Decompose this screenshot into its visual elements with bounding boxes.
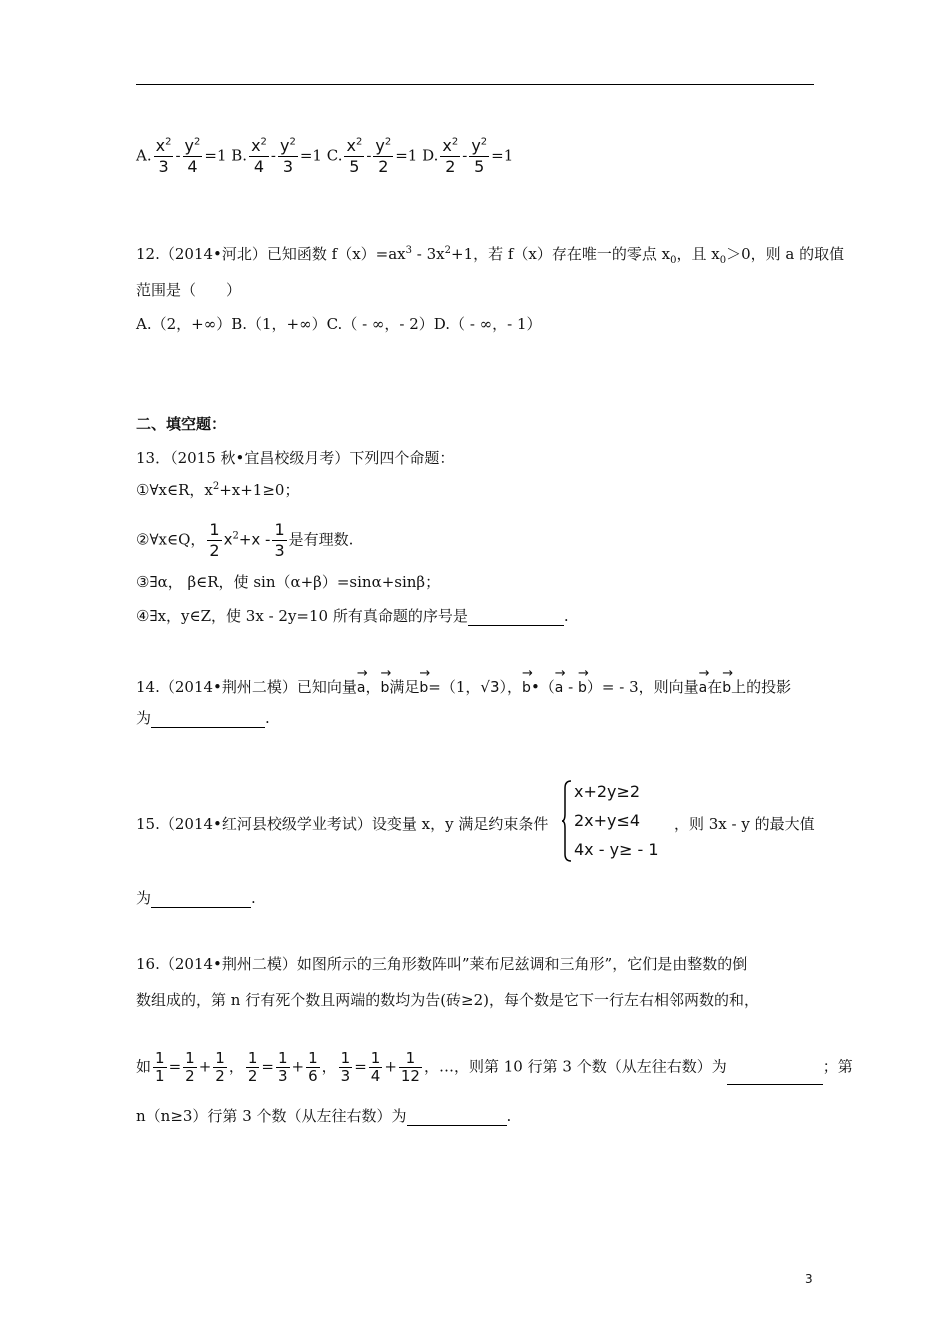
frac: $\frac{x^2}{5}$ [346,136,363,176]
answer-blank[interactable] [407,1109,507,1126]
frac: $\frac{x^2}{2}$ [442,136,459,176]
q13-stem: 13．（2015 秋•宜昌校级月考）下列四个命题： [136,449,455,467]
frac: $\frac{x^2}{4}$ [251,136,267,176]
vector-b: → b [722,672,731,698]
vector-a: → a [699,672,708,698]
frac: $\frac{y^2}{3}$ [280,136,296,176]
q12-stem: 12.（2014•河北）已知函数 $f(x)=ax^3 - 3x^2+1$，若 f（x）存在唯一的零点 $x_0$，且 $x_0>0$，则 a 的取值 [136,245,845,266]
vector-b: → b [381,672,390,698]
q14-line2: 为 . [136,709,270,727]
q16-line4: n（n≥3）行第 3 个数（从左往右数）为 . [136,1107,512,1125]
q12-options: A.（2，+∞）B.（1，+∞）C.（ - ∞，- 2）D.（ - ∞，- 1） [136,315,542,333]
q13-statement-1: ①∀x∈R，$x^2+x+1\ge 0$； [136,481,300,499]
equals: =1 [299,146,322,165]
frac: $\frac{y^2}{4}$ [184,136,201,176]
vector-a: → a [357,672,366,698]
header-rule [136,84,814,85]
q13-statement-3: ③∃α， β∈R，使 sin（α+β）=sinα+sinβ； [136,573,441,591]
q14-stem: 14.（2014•荆州二模）已知向量→ a，→ b满足→ b=（1，√3），→ b•（→ a - → b）= - 3，则向量→ a在→ b上的投影 [136,672,791,698]
vector-b: → b [522,672,531,698]
q11-options [136,136,513,177]
frac: $\frac{y^2}{5}$ [471,136,488,176]
frac: $\frac{y^2}{2}$ [375,136,392,176]
left-brace-icon [562,780,572,862]
minus: - [366,146,372,165]
q12-stem-line2: 范围是（ ） [136,281,242,299]
q15-stem: 15.（2014•红河县校级学业考试）设变量 x，y 满足约束条件 [136,815,549,833]
equals: =1 [491,146,514,165]
section-title: 二、填空题： [136,415,227,433]
q15-line2: 为 . [136,889,256,907]
q15-tail: ，则 3x - y 的最大值 [674,815,815,833]
q16-line1: 16.（2014•荆州二模）如图所示的三角形数阵叫”莱布尼兹调和三角形”，它们是由整数的倒 [136,955,748,973]
q16-line3: 如 $\frac{1}{1}$ = $\frac{1}{2}$ + $\frac{1}{2}$ ， $\frac{1}{2}$ = $\frac{1}{3}$ + $\frac{1}{6}$ ， $\frac{1}{3}$ = $\frac{1}{4}$ + $\frac{1}{12}$ ，…，则第 10 行第 3 个数（从左往右数）为 ；第 [136,1049,853,1085]
q13-statement-2: ②∀x∈Q， $\frac{1}{2}$ $x^2+x$ - $\frac{1}{3}$ 是有理数. [136,520,354,560]
minus: - [175,146,181,165]
option-d-label: D. [422,146,439,165]
constraint-3: 4x - y≥ - 1 [574,840,659,859]
sqrt-3: √3 [480,678,500,696]
q16-line2: 数组成的，第 n 行有死个数且两端的数均为告(砖≥2)，每个数是它下一行左右相邻两数的和， [136,991,760,1009]
constraint-2: 2x+y≤4 [574,811,641,830]
minus: - [462,146,468,165]
vector-b: → b [419,672,428,698]
frac: $\frac{x^2}{3}$ [155,136,172,176]
vector-a: → a [555,672,564,698]
option-b-label: B. [231,146,248,165]
constraint-1: x+2y≥2 [574,782,641,801]
page-number: 3 [805,1272,813,1286]
frac: $\frac{1}{3}$ [274,520,285,560]
minus: - [270,146,276,165]
equals: =1 [395,146,418,165]
option-a-label: A. [136,146,152,165]
q13-statement-4: ④∃x，y∈Z，使 3x - 2y=10 所有真命题的序号是 . [136,607,569,625]
answer-blank[interactable] [151,711,265,728]
answer-blank[interactable] [468,609,564,626]
vector-b: → b [578,672,587,698]
answer-blank[interactable] [151,891,251,908]
answer-blank[interactable] [727,1068,823,1085]
equals: =1 [204,146,227,165]
frac: $\frac{1}{2}$ [209,520,220,560]
option-c-label: C. [326,146,343,165]
